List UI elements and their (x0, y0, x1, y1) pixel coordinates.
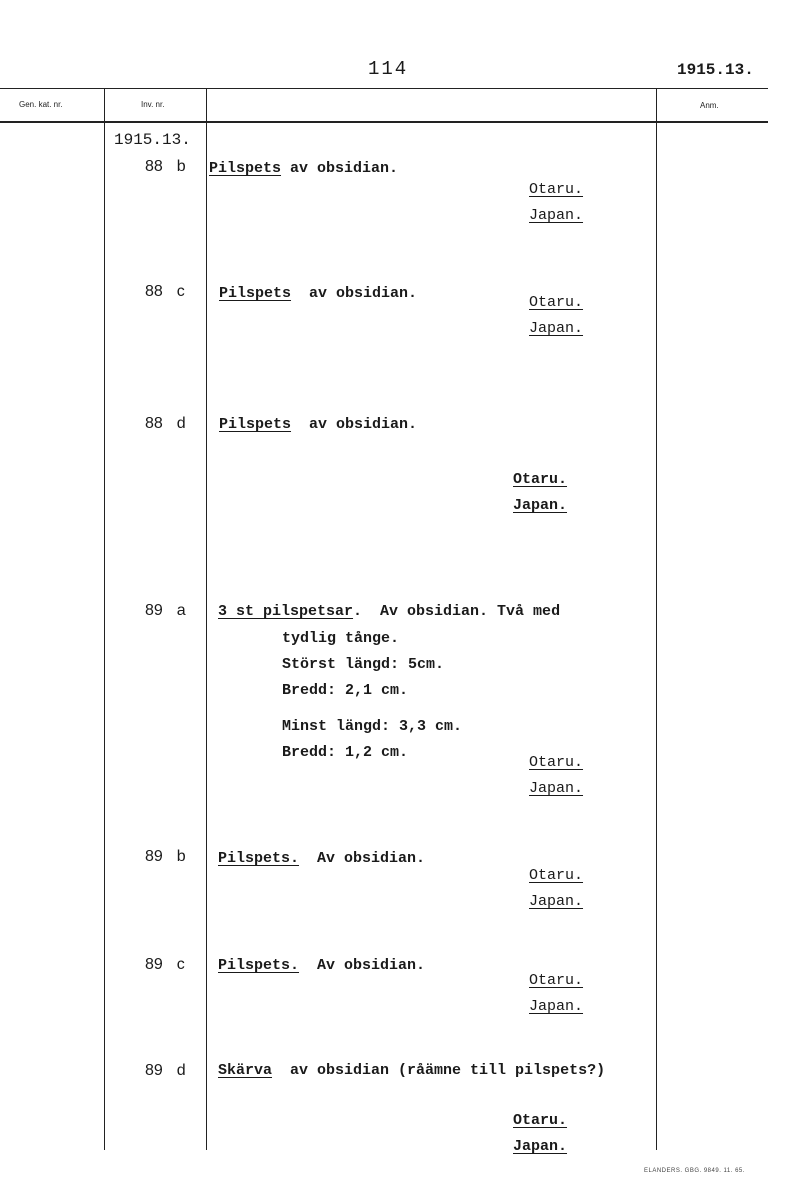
location-city: Otaru. (529, 181, 584, 198)
page-number: 114 (368, 58, 409, 80)
detail-line: tydlig tånge. (282, 630, 400, 647)
column-divider-3 (656, 88, 657, 1150)
location-country: Japan. (529, 780, 584, 797)
entry-description: Pilspets. Av obsidian. (218, 957, 426, 974)
location-country: Japan. (513, 1138, 568, 1155)
inv-number: 89 b (145, 848, 186, 865)
printer-mark: ELANDERS. GBG. 9849. 11. 65. (644, 1168, 745, 1174)
location-country: Japan. (529, 320, 584, 337)
location-city: Otaru. (529, 972, 584, 989)
inv-number: 89 c (145, 956, 185, 973)
detail-line: Bredd: 1,2 cm. (282, 744, 409, 761)
location-country: Japan. (529, 207, 584, 224)
column-header-gen-kat: Gen. kat. nr. (19, 100, 63, 109)
accession-label: 1915.13. (114, 131, 191, 149)
header-bottom-rule (0, 121, 768, 123)
inv-number: 89 a (145, 602, 186, 619)
detail-line: Störst längd: 5cm. (282, 656, 445, 673)
entry-description: Pilspets. Av obsidian. (218, 850, 426, 867)
inv-number: 88 c (145, 283, 185, 300)
location-city: Otaru. (529, 754, 584, 771)
header-top-rule (0, 88, 768, 89)
entry-description: Skärva av obsidian (råämne till pilspets?) (218, 1062, 606, 1079)
inv-number: 89 d (145, 1062, 186, 1079)
inv-number: 88 b (145, 158, 186, 175)
location-city: Otaru. (529, 294, 584, 311)
location-country: Japan. (529, 893, 584, 910)
accession-top: 1915.13. (677, 61, 754, 79)
entry-description: Pilspets av obsidian. (219, 285, 418, 302)
detail-line: Bredd: 2,1 cm. (282, 682, 409, 699)
entry-description: Pilspets av obsidian. (219, 416, 418, 433)
location-country: Japan. (513, 497, 568, 514)
entry-description: Pilspets av obsidian. (209, 160, 399, 177)
column-divider-2 (206, 88, 207, 1150)
inv-number: 88 d (145, 415, 186, 432)
location-city: Otaru. (529, 867, 584, 884)
location-city: Otaru. (513, 1112, 568, 1129)
column-header-inv: Inv. nr. (141, 100, 165, 109)
entry-description: 3 st pilspetsar. Av obsidian. Två med (218, 603, 561, 620)
detail-line: Minst längd: 3,3 cm. (282, 718, 463, 735)
location-country: Japan. (529, 998, 584, 1015)
column-divider-1 (104, 88, 105, 1150)
column-header-anm: Anm. (700, 101, 719, 110)
location-city: Otaru. (513, 471, 568, 488)
